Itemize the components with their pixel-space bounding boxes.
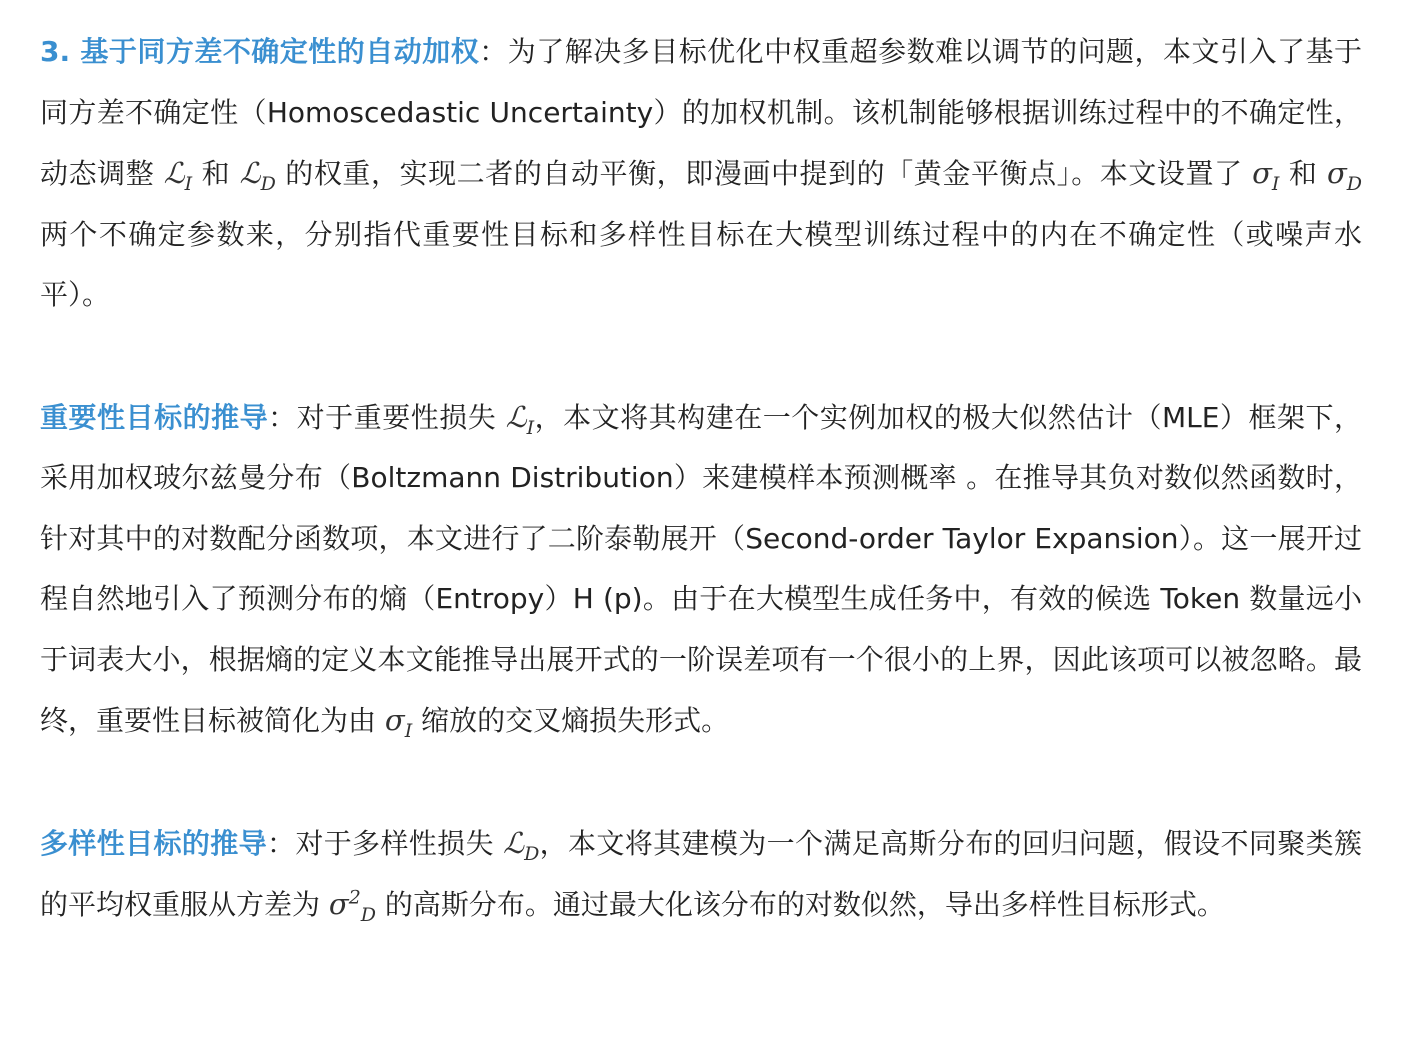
paragraph-diversity-derivation xyxy=(40,813,1362,936)
math-sigma-diversity: $\sigma_D$ xyxy=(1326,156,1362,195)
paragraph-importance-derivation xyxy=(40,387,1362,752)
paragraph-text: ，本文将其构建在一个实例加权的极大似然估计（MLE）框架下，采用加权玻尔兹曼分布（Boltzmann Distribution）来建模样本预测概率 。在推导其负对数似然函数时，针对其中的对数配分函数项，本文进行了二阶泰勒展开（Second-order Taylor Expansion）。这一展开过程自然地引入了预测分布的熵（Entropy）H (p)。由于在大模型生成任务中，有效的候选 Token 数量远小于词表大小，根据熵的定义本文能推导出展开式的一阶误差项有一个很小的上界，因此该项可以被忽略。最终，重要性目标被简化为由 xyxy=(40,400,1362,737)
math-loss-importance: ℒ$_I$ xyxy=(163,156,193,195)
math-loss-diversity: ℒ$_D$ xyxy=(239,156,276,195)
paragraph-text: ，本文将其建模为一个满足高斯分布的回归问题，假设不同聚类簇的平均权重服从方差为 xyxy=(40,826,1362,921)
paragraph-text: 两个不确定参数来，分别指代重要性目标和多样性目标在大模型训练过程中的内在不确定性（或噪声水平）。 xyxy=(40,217,1362,311)
section-heading: 3. 基于同方差不确定性的自动加权 xyxy=(40,35,480,68)
paragraph-text: 和 xyxy=(192,157,240,190)
paragraph-auto-weighting xyxy=(40,22,1362,326)
paragraph-text: ：对于重要性损失 xyxy=(268,400,506,434)
math-sigma-importance: $\sigma_I$ xyxy=(1252,156,1280,195)
section-heading: 重要性目标的推导 xyxy=(40,400,269,434)
math-sigma-importance: $\sigma_I$ xyxy=(384,703,413,742)
paragraph-text: ：为了解决多目标优化中权重超参数难以调节的问题，本文引入了基于同方差不确定性（Homoscedastic Uncertainty）的加权机制。该机制能够根据训练过程中的不确定性，动态调整 xyxy=(40,35,1362,190)
paragraph-text: 的权重，实现二者的自动平衡，即漫画中提到的「黄金平衡点」。本文设置了 xyxy=(275,157,1253,190)
math-loss-importance: ℒ$_I$ xyxy=(505,399,535,439)
math-sigma-diversity-squared: $\sigma^2_D$ xyxy=(328,886,377,926)
math-loss-diversity: ℒ$_D$ xyxy=(503,825,540,865)
paragraph-text: ：对于多样性损失 xyxy=(266,826,504,860)
section-heading: 多样性目标的推导 xyxy=(40,826,267,860)
paragraph-text: 的高斯分布。通过最大化该分布的对数似然，导出多样性目标形式。 xyxy=(376,888,1225,921)
paragraph-text: 和 xyxy=(1279,157,1327,190)
paragraph-text: 缩放的交叉熵损失形式。 xyxy=(412,704,730,737)
